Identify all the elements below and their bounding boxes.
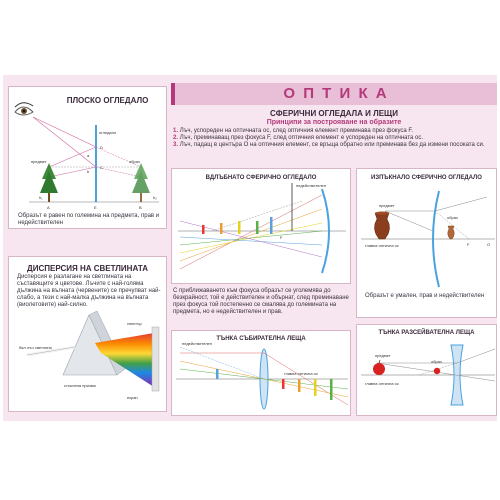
diverging-axis-label: главна оптична ос	[365, 381, 399, 386]
title-band	[171, 83, 497, 105]
concave-mirror-diagram	[172, 169, 352, 285]
vase-image	[448, 226, 455, 239]
rule-2-num: 2.	[173, 135, 179, 141]
concave-mirror-caption: С приближаването към фокуса образът се уголемява до безкрайност, той е действителен и обърнат, след преминаване през фокуса той постепенно се смалява до големината на предмета, но е недействителен и прав.	[173, 288, 349, 315]
rule-1-text: Лъч, успореден на оптичната ос, след оптичния елемент преминава през фокуса F.	[179, 128, 414, 134]
rule-1	[173, 128, 497, 135]
point-c: C	[100, 165, 103, 170]
convex-mirror-caption: Образът е умален, прав и недействителен	[365, 293, 485, 299]
angle-b: b	[87, 169, 90, 174]
dispersion-title: ДИСПЕРСИЯ НА СВЕТЛИНАТА	[27, 264, 148, 273]
screen-label: екран	[127, 395, 138, 400]
converging-lens-panel	[171, 330, 351, 416]
convex-focus-label: F	[467, 242, 470, 247]
concave-mirror-title: ВДЛЪБНАТО СФЕРИЧНО ОГЛЕДАЛО	[205, 175, 317, 181]
convex-axis-label: главна оптична ос	[365, 243, 399, 248]
spherical-subtitle: Принципи за построяване на образите	[266, 119, 402, 126]
spherical-title: СФЕРИЧНИ ОГЛЕДАЛА И ЛЕЩИ	[270, 109, 398, 118]
diverging-lens-diagram	[357, 325, 498, 417]
imaginary-label: недействителен	[296, 183, 326, 188]
diverging-image-label: образ	[431, 359, 442, 364]
rule-3-num: 3.	[173, 142, 179, 148]
convex-mirror-title: ИЗПЪКНАЛО СФЕРИЧНО ОГЛЕДАЛО	[371, 175, 482, 181]
h2-label: h₂	[153, 195, 157, 200]
angle-a: a	[87, 153, 90, 158]
prism-label: стъклена призма	[64, 383, 96, 388]
rule-2-text: Лъч, преминаващ през фокуса F, след оптичния елемент е успореден на оптичната ос.	[179, 135, 424, 141]
point-e: E	[94, 205, 97, 210]
plane-mirror-diagram	[9, 87, 168, 230]
white-light-label: бял лъч светлина	[19, 345, 52, 350]
diverging-object-label: предмет	[375, 353, 391, 358]
convex-center-label: O	[487, 242, 491, 247]
convex-object-label: предмет	[379, 203, 395, 208]
object-label: предмет	[31, 159, 47, 164]
main-title: О П Т И К А	[283, 85, 389, 102]
converging-lens-title: ТЪНКА СЪБИРАТЕЛНА ЛЕЩА	[216, 336, 306, 342]
converging-lens-diagram	[172, 331, 352, 417]
image-label: образ	[129, 159, 140, 164]
dispersion-panel	[8, 256, 167, 412]
apple-image	[434, 368, 440, 374]
plane-mirror-caption: Образът е равен по големина на предмета, прав и недействителен	[18, 213, 160, 226]
point-b: B	[139, 205, 142, 210]
spectrum-label: спектър	[127, 321, 142, 326]
dispersion-diagram	[9, 257, 168, 413]
diverging-lens-title: ТЪНКА РАЗСЕЙВАТЕЛНА ЛЕЩА	[378, 330, 475, 336]
rule-3-text: Лъч, падащ в центъра О на оптичния елемент, се връща обратно или преминава без да измени посоката си.	[179, 142, 485, 148]
lens-axis-label: главна оптична ос	[284, 371, 318, 376]
diverging-lens-panel	[356, 324, 497, 416]
vase-object	[374, 212, 389, 240]
tree-image	[132, 163, 150, 202]
rule-3	[173, 142, 497, 149]
dispersion-text: Дисперсия е разлагане на светлината на съставящите я цветове. Лъчите с най-голяма дължина на вълната (червените) се пречупват най-слабо, а тези с най-малка дължина на вълната (виолетовите) най-силно.	[17, 274, 161, 308]
tree-object	[40, 163, 58, 202]
mirror-label: огледало	[99, 130, 117, 135]
concave-mirror-panel	[171, 168, 351, 284]
plane-mirror-title: ПЛОСКО ОГЛЕДАЛО	[66, 96, 149, 105]
convex-mirror-panel	[356, 168, 497, 318]
apple-object	[373, 360, 385, 375]
screen	[152, 327, 159, 391]
rule-2	[173, 135, 497, 142]
poster	[3, 75, 497, 421]
h1-label: h₁	[39, 195, 43, 200]
point-d: D	[100, 145, 103, 150]
convex-image-label: образ	[447, 215, 458, 220]
rule-1-num: 1.	[173, 128, 179, 134]
eye-icon	[15, 103, 33, 115]
point-a: A	[47, 205, 50, 210]
lens-imaginary-label: недействителен	[182, 341, 212, 346]
focus-label: F	[280, 235, 283, 240]
principles-block	[171, 107, 497, 165]
plane-mirror-panel	[8, 86, 167, 229]
